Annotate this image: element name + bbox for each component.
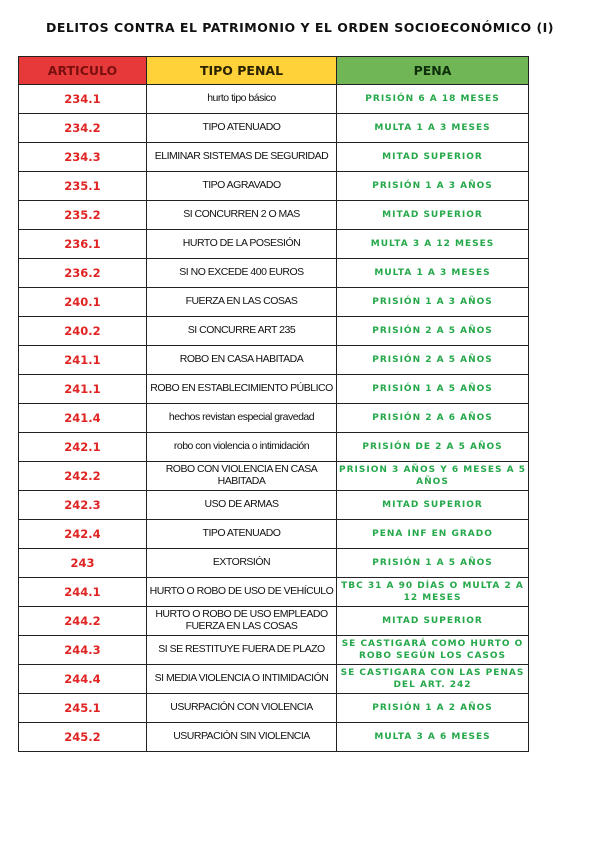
articulo-cell: 244.1 <box>19 578 147 607</box>
table-row <box>19 259 529 288</box>
pena-cell: PRISIÓN DE 2 A 5 AÑOS <box>337 433 529 462</box>
articulo-cell: 236.1 <box>19 230 147 259</box>
tipo-penal-cell: TIPO AGRAVADO <box>147 172 337 201</box>
tipo-penal-cell: ROBO EN ESTABLECIMIENTO PÚBLICO <box>147 375 337 404</box>
pena-cell: MITAD SUPERIOR <box>337 201 529 230</box>
tipo-penal-cell: SI NO EXCEDE 400 EUROS <box>147 259 337 288</box>
penalties-table <box>18 56 529 752</box>
tipo-penal-cell: hechos revistan especial gravedad <box>147 404 337 433</box>
pena-cell: MULTA 3 A 12 MESES <box>337 230 529 259</box>
table-row <box>19 636 529 665</box>
tipo-penal-cell: HURTO O ROBO DE USO DE VEHÍCULO <box>147 578 337 607</box>
tipo-penal-cell: SI MEDIA VIOLENCIA O INTIMIDACIÓN <box>147 665 337 694</box>
articulo-cell: 234.2 <box>19 114 147 143</box>
articulo-cell: 243 <box>19 549 147 578</box>
articulo-cell: 234.3 <box>19 143 147 172</box>
articulo-cell: 242.3 <box>19 491 147 520</box>
tipo-penal-cell: HURTO O ROBO DE USO EMPLEADO FUERZA EN LAS COSAS <box>147 607 337 636</box>
tipo-penal-cell: hurto tipo básico <box>147 85 337 114</box>
tipo-penal-cell: USURPACIÓN CON VIOLENCIA <box>147 694 337 723</box>
tipo-penal-cell: TIPO ATENUADO <box>147 520 337 549</box>
table-row <box>19 665 529 694</box>
table-row <box>19 549 529 578</box>
table-row <box>19 694 529 723</box>
articulo-cell: 242.2 <box>19 462 147 491</box>
pena-cell: PRISIÓN 1 A 3 AÑOS <box>337 288 529 317</box>
table-row <box>19 462 529 491</box>
tipo-penal-cell: ELIMINAR SISTEMAS DE SEGURIDAD <box>147 143 337 172</box>
tipo-penal-cell: USURPACIÓN SIN VIOLENCIA <box>147 723 337 752</box>
pena-cell: PRISIÓN 1 A 5 AÑOS <box>337 375 529 404</box>
articulo-cell: 241.1 <box>19 375 147 404</box>
table-row <box>19 404 529 433</box>
articulo-cell: 240.1 <box>19 288 147 317</box>
header-row <box>19 57 529 85</box>
table-row <box>19 433 529 462</box>
tipo-penal-cell: HURTO DE LA POSESIÓN <box>147 230 337 259</box>
table-row <box>19 578 529 607</box>
articulo-cell: 245.2 <box>19 723 147 752</box>
tipo-penal-cell: SI SE RESTITUYE FUERA DE PLAZO <box>147 636 337 665</box>
pena-cell: PRISIÓN 2 A 5 AÑOS <box>337 346 529 375</box>
tipo-penal-cell: SI CONCURRE ART 235 <box>147 317 337 346</box>
articulo-cell: 234.1 <box>19 85 147 114</box>
table-row <box>19 723 529 752</box>
pena-cell: PRISION 3 AÑOS Y 6 MESES A 5 AÑOS <box>337 462 529 491</box>
pena-cell: PRISIÓN 1 A 5 AÑOS <box>337 549 529 578</box>
header-articulo: ARTICULO <box>19 57 147 85</box>
header-pena: PENA <box>337 57 529 85</box>
pena-cell: PENA INF EN GRADO <box>337 520 529 549</box>
table-row <box>19 172 529 201</box>
pena-cell: PRISIÓN 1 A 3 AÑOS <box>337 172 529 201</box>
pena-cell: MULTA 1 A 3 MESES <box>337 259 529 288</box>
tipo-penal-cell: TIPO ATENUADO <box>147 114 337 143</box>
tipo-penal-cell: FUERZA EN LAS COSAS <box>147 288 337 317</box>
tipo-penal-cell: EXTORSIÓN <box>147 549 337 578</box>
pena-cell: MITAD SUPERIOR <box>337 607 529 636</box>
pena-cell: PRISIÓN 2 A 6 AÑOS <box>337 404 529 433</box>
articulo-cell: 240.2 <box>19 317 147 346</box>
articulo-cell: 242.1 <box>19 433 147 462</box>
articulo-cell: 242.4 <box>19 520 147 549</box>
tipo-penal-cell: ROBO CON VIOLENCIA EN CASA HABITADA <box>147 462 337 491</box>
table-row <box>19 607 529 636</box>
page-title: DELITOS CONTRA EL PATRIMONIO Y EL ORDEN SOCIOECONÓMICO (I) <box>45 20 555 35</box>
articulo-cell: 241.1 <box>19 346 147 375</box>
pena-cell: SE CASTIGARA CON LAS PENAS DEL ART. 242 <box>337 665 529 694</box>
table-row <box>19 520 529 549</box>
articulo-cell: 244.2 <box>19 607 147 636</box>
articulo-cell: 235.2 <box>19 201 147 230</box>
header-tipo-penal: TIPO PENAL <box>147 57 337 85</box>
articulo-cell: 236.2 <box>19 259 147 288</box>
table-row <box>19 491 529 520</box>
pena-cell: MITAD SUPERIOR <box>337 491 529 520</box>
pena-cell: SE CASTIGARÁ COMO HURTO O ROBO SEGÚN LOS CASOS <box>337 636 529 665</box>
table-body <box>19 85 529 752</box>
tipo-penal-cell: SI CONCURREN 2 O MAS <box>147 201 337 230</box>
pena-cell: MITAD SUPERIOR <box>337 143 529 172</box>
tipo-penal-cell: robo con violencia o intimidación <box>147 433 337 462</box>
table-row <box>19 230 529 259</box>
articulo-cell: 245.1 <box>19 694 147 723</box>
articulo-cell: 244.4 <box>19 665 147 694</box>
articulo-cell: 241.4 <box>19 404 147 433</box>
table-row <box>19 288 529 317</box>
table-row <box>19 85 529 114</box>
pena-cell: PRISIÓN 6 A 18 MESES <box>337 85 529 114</box>
table-row <box>19 201 529 230</box>
table-row <box>19 346 529 375</box>
pena-cell: PRISIÓN 2 A 5 AÑOS <box>337 317 529 346</box>
articulo-cell: 235.1 <box>19 172 147 201</box>
table-row <box>19 375 529 404</box>
pena-cell: MULTA 3 A 6 MESES <box>337 723 529 752</box>
tipo-penal-cell: USO DE ARMAS <box>147 491 337 520</box>
table-row <box>19 143 529 172</box>
pena-cell: PRISIÓN 1 A 2 AÑOS <box>337 694 529 723</box>
table-row <box>19 114 529 143</box>
pena-cell: TBC 31 A 90 DÍAS O MULTA 2 A 12 MESES <box>337 578 529 607</box>
pena-cell: MULTA 1 A 3 MESES <box>337 114 529 143</box>
tipo-penal-cell: ROBO EN CASA HABITADA <box>147 346 337 375</box>
table-row <box>19 317 529 346</box>
articulo-cell: 244.3 <box>19 636 147 665</box>
